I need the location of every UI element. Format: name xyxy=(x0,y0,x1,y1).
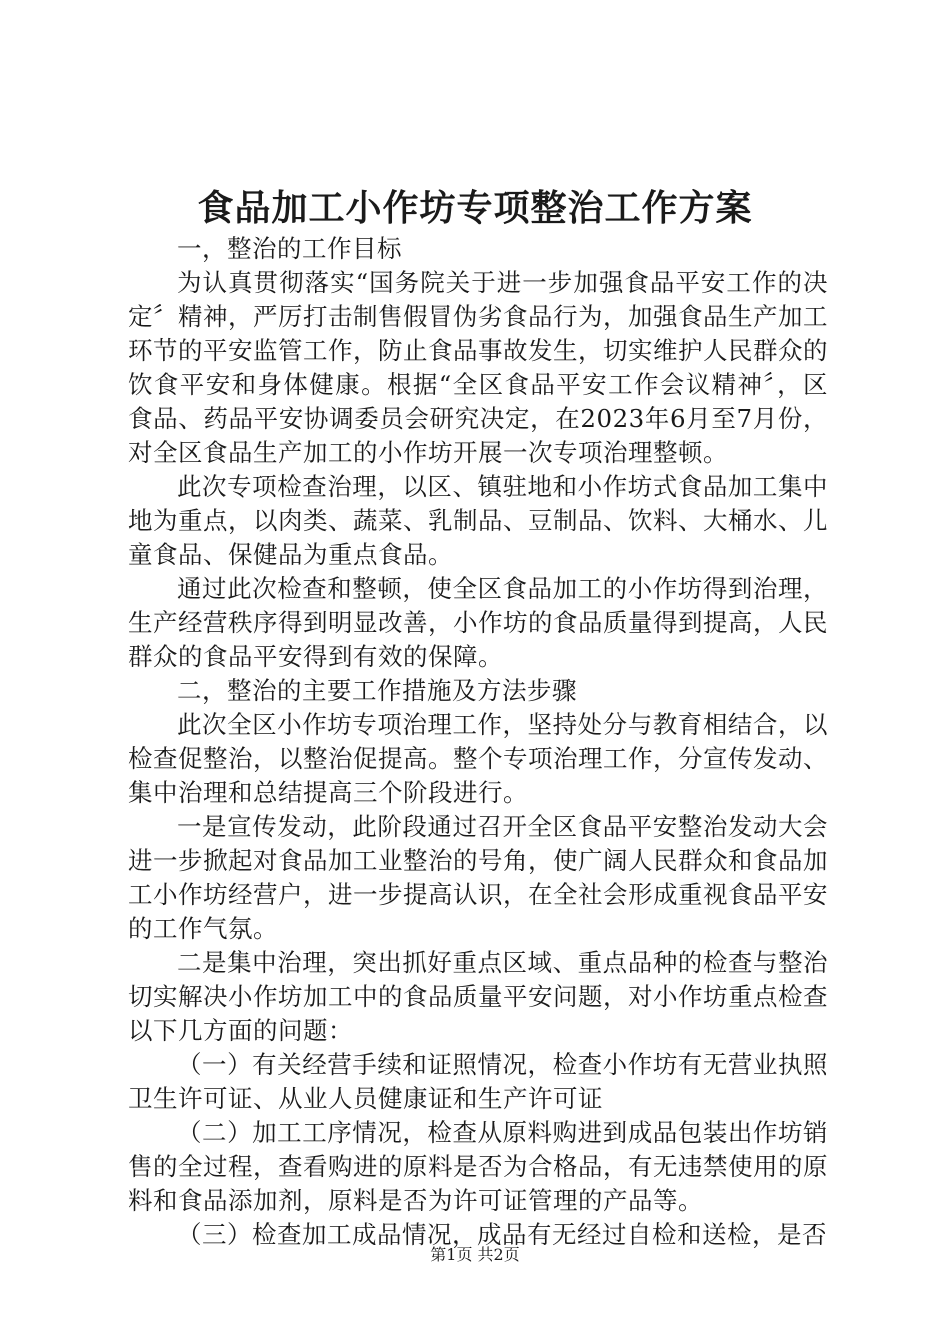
paragraph: 为认真贯彻落实“国务院关于进一步加强食品平安工作的决定〞精神，严厉打击制售假冒伪劣食品行为，加强食品生产加工环节的平安监管工作，防止食品事故发生，切实维护人民群众的饮食平安和身体健康。根据“全区食品平安工作会议精神〞，区食品、药品平安协调委员会研究决定，在2023年6月至7月份，对全区食品生产加工的小作坊开展一次专项治理整顿。 xyxy=(128,268,828,467)
paragraph: 二是集中治理，突出抓好重点区域、重点品种的检查与整治切实解决小作坊加工中的食品质量平安问题，对小作坊重点检查以下几方面的问题： xyxy=(128,948,828,1045)
paragraph: 一是宣传发动，此阶段通过召开全区食品平安整治发动大会进一步掀起对食品加工业整治的号角，使广阔人民群众和食品加工小作坊经营户，进一步提高认识，在全社会形成重视食品平安的工作气氛。 xyxy=(128,812,828,943)
paragraph: 此次全区小作坊专项治理工作，坚持处分与教育相结合，以检查促整治，以整治促提高。整个专项治理工作，分宣传发动、集中治理和总结提高三个阶段进行。 xyxy=(128,710,828,807)
section-heading: 一，整治的工作目标 xyxy=(177,234,402,263)
paragraph: 通过此次检查和整顿，使全区食品加工的小作坊得到治理，生产经营秩序得到明显改善，小作坊的食品质量得到提高，人民群众的食品平安得到有效的保障。 xyxy=(128,574,828,671)
document-body xyxy=(128,232,828,1252)
list-item: （三）检查加工成品情况，成品有无经过自检和送检，是否 xyxy=(177,1220,827,1249)
list-item: （一）有关经营手续和证照情况，检查小作坊有无营业执照卫生许可证、从业人员健康证和生产许可证 xyxy=(128,1050,828,1113)
page-number-footer: 第1页 共2页 xyxy=(430,1245,520,1264)
list-item: （二）加工工序情况，检查从原料购进到成品包装出作坊销售的全过程，查看购进的原料是否为合格品，有无违禁使用的原料和食品添加剂，原料是否为许可证管理的产品等。 xyxy=(128,1118,828,1215)
section-heading: 二，整治的主要工作措施及方法步骤 xyxy=(177,676,577,705)
document-title: 食品加工小作坊专项整治工作方案 xyxy=(197,187,753,229)
paragraph: 此次专项检查治理，以区、镇驻地和小作坊式食品加工集中地为重点，以肉类、蔬菜、乳制品、豆制品、饮料、大桶水、儿童食品、保健品为重点食品。 xyxy=(128,472,828,569)
